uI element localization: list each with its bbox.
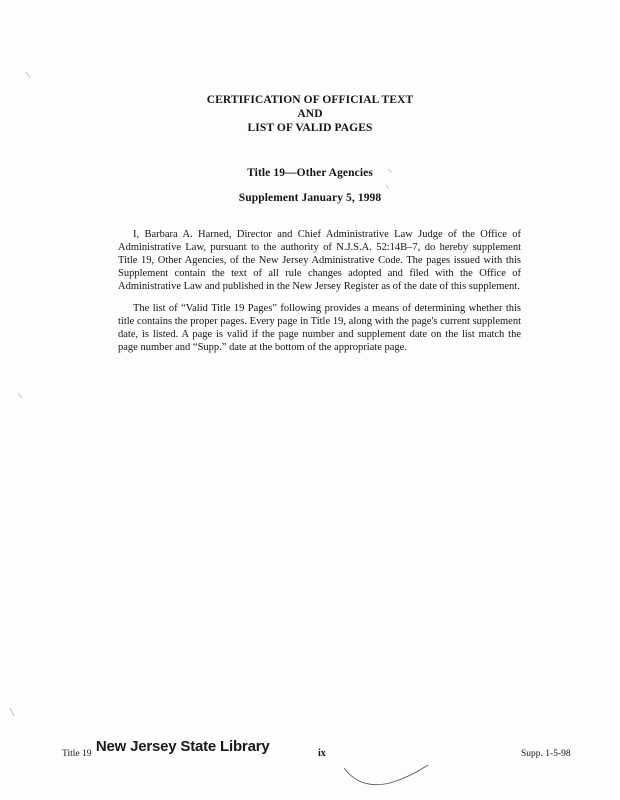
footer-page-number: ix <box>318 748 326 759</box>
footer-supp-date: Supp. 1-5-98 <box>521 749 571 759</box>
footer-title-label: Title 19 <box>62 749 92 759</box>
supplement-heading: Supplement January 5, 1998 <box>238 192 382 204</box>
library-stamp: New Jersey State Library <box>95 738 270 755</box>
valid-pages-heading: LIST OF VALID PAGES <box>247 122 373 134</box>
scan-speck <box>18 393 22 398</box>
title-heading: Title 19—Other Agencies <box>247 167 373 179</box>
certification-paragraph: I, Barbara A. Harned, Director and Chief Administrative Law Judge of the Office of Administrative Law, pursuant to the authority of N.J.S.A. 52:14B–7, do hereby supplement Title 19, Other Agencies, of the New Jersey Administrative Code. The pages issued with this Supplement contain the text of all rule changes adopted and filed with the Office of Administrative Law and published in the New Jersey Register as of the date of this supplement. <box>118 229 521 292</box>
scan-speck <box>388 169 392 172</box>
scan-speck <box>386 185 389 189</box>
heading-and: AND <box>297 108 323 120</box>
valid-pages-paragraph: The list of “Valid Title 19 Pages” following provides a means of determining whether this title contains the proper pages. Every page in Title 19, along with the page's current supplement date, is listed. A page is valid if the page number and supplement date on the list match the page number and “Supp.” date at the bottom of the appropriate page. <box>118 303 521 353</box>
scan-speck <box>26 72 30 78</box>
scan-speck <box>10 708 14 716</box>
certification-heading: CERTIFICATION OF OFFICIAL TEXT <box>206 94 414 106</box>
handwritten-stroke <box>344 765 428 785</box>
